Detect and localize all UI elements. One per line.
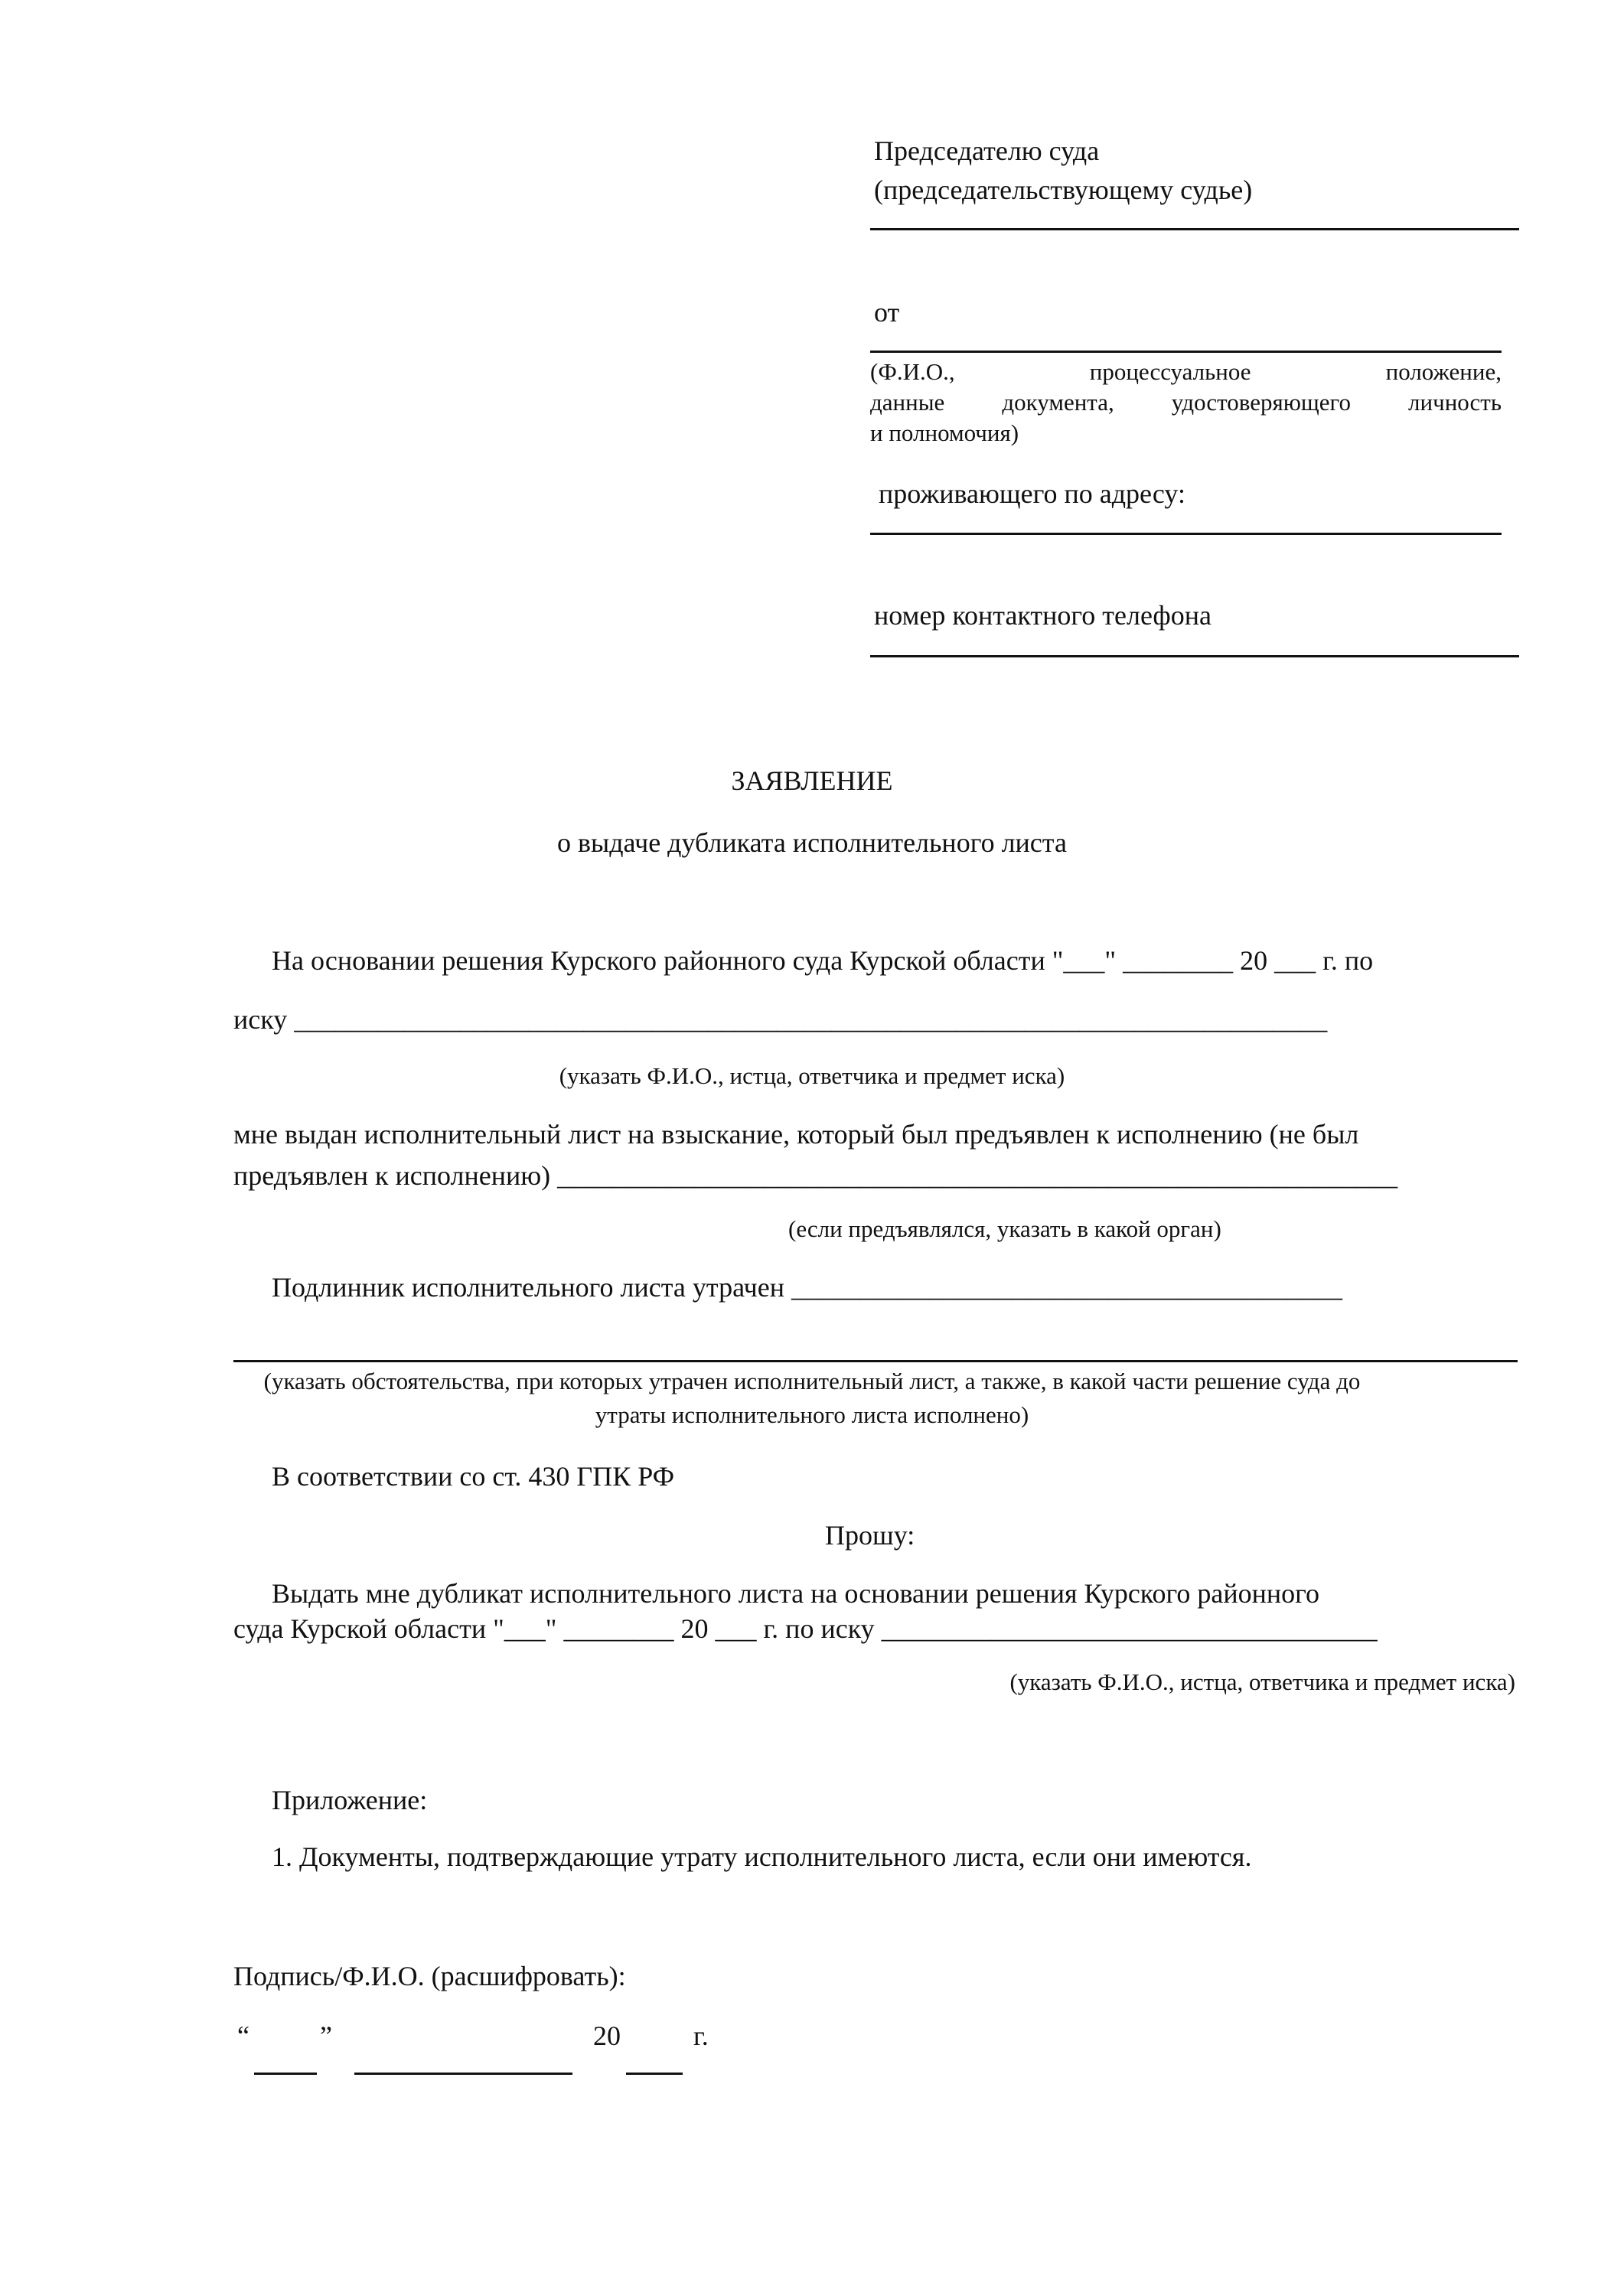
signature-label: Подпись/Ф.И.О. (расшифровать): — [233, 1961, 626, 1991]
addressee-line2: (председательствующему судье) — [874, 174, 1253, 205]
date-year-underline — [626, 2073, 683, 2075]
paragraph-3-hint-line2: утраты исполнительного листа исполнено) — [595, 1401, 1029, 1428]
request-heading: Прошу: — [825, 1520, 915, 1551]
paragraph-1-hint: (указать Ф.И.О., истца, ответчика и предмет иска) — [559, 1062, 1065, 1089]
date-quote-close: ” — [320, 2020, 332, 2051]
date-month-underline — [354, 2073, 572, 2075]
paragraph-1-line1: На основании решения Курского районного суда Курской области "___" ________ 20 ___ г. по — [272, 945, 1374, 976]
paragraph-2-line1: мне выдан исполнительный лист на взыскание, который был предъявлен к исполнению (не был — [233, 1119, 1359, 1150]
attachment-item-1: 1. Документы, подтверждающие утрату исполнительного листа, если они имеются. — [272, 1841, 1252, 1872]
attachments-heading: Приложение: — [272, 1785, 428, 1815]
document-subtitle: о выдаче дубликата исполнительного листа — [557, 827, 1067, 858]
address-label: проживающего по адресу: — [879, 478, 1185, 509]
phone-underline — [870, 655, 1519, 657]
phone-label: номер контактного телефона — [874, 600, 1211, 631]
paragraph-3-underline — [233, 1360, 1518, 1362]
date-year-suffix: г. — [693, 2020, 709, 2051]
addressee-line1: Председателю суда — [874, 135, 1100, 166]
from-label: от — [874, 297, 900, 328]
paragraph-3-line1: Подлинник исполнительного листа утрачен ________________________________________ — [272, 1272, 1342, 1303]
applicant-underline — [870, 351, 1502, 353]
paragraph-4: В соответствии со ст. 430 ГПК РФ — [272, 1461, 675, 1492]
addressee-underline — [870, 228, 1519, 230]
paragraph-5-line1: Выдать мне дубликат исполнительного листа на основании решения Курского районного — [272, 1578, 1319, 1609]
date-quote-open: “ — [237, 2020, 249, 2051]
applicant-hint-line3: и полномочия) — [870, 419, 1019, 446]
paragraph-2-line2: предъявлен к исполнению) _____________________________________________________________ — [233, 1160, 1398, 1191]
paragraph-3-hint-line1: (указать обстоятельства, при которых утрачен исполнительный лист, а также, в какой части решение суда до — [263, 1368, 1361, 1394]
paragraph-1-line2: иску ___________________________________________________________________________ — [233, 1004, 1328, 1035]
date-day-underline — [254, 2073, 317, 2075]
document-title: ЗАЯВЛЕНИЕ — [731, 765, 893, 796]
date-year-prefix: 20 — [593, 2020, 621, 2051]
address-underline — [870, 533, 1502, 535]
paragraph-5-hint: (указать Ф.И.О., истца, ответчика и предмет иска) — [1009, 1668, 1515, 1695]
applicant-hint-line2: данные документа, удостоверяющего личность — [870, 389, 1502, 416]
applicant-hint-line1: (Ф.И.О., процессуальное положение, — [870, 358, 1502, 385]
paragraph-5-line2: суда Курской области "___" ________ 20 ___ г. по иску ____________________________________ — [233, 1613, 1378, 1644]
applicant-hint — [870, 357, 1502, 448]
paragraph-2-hint: (если предъявлялся, указать в какой орган) — [788, 1215, 1221, 1242]
